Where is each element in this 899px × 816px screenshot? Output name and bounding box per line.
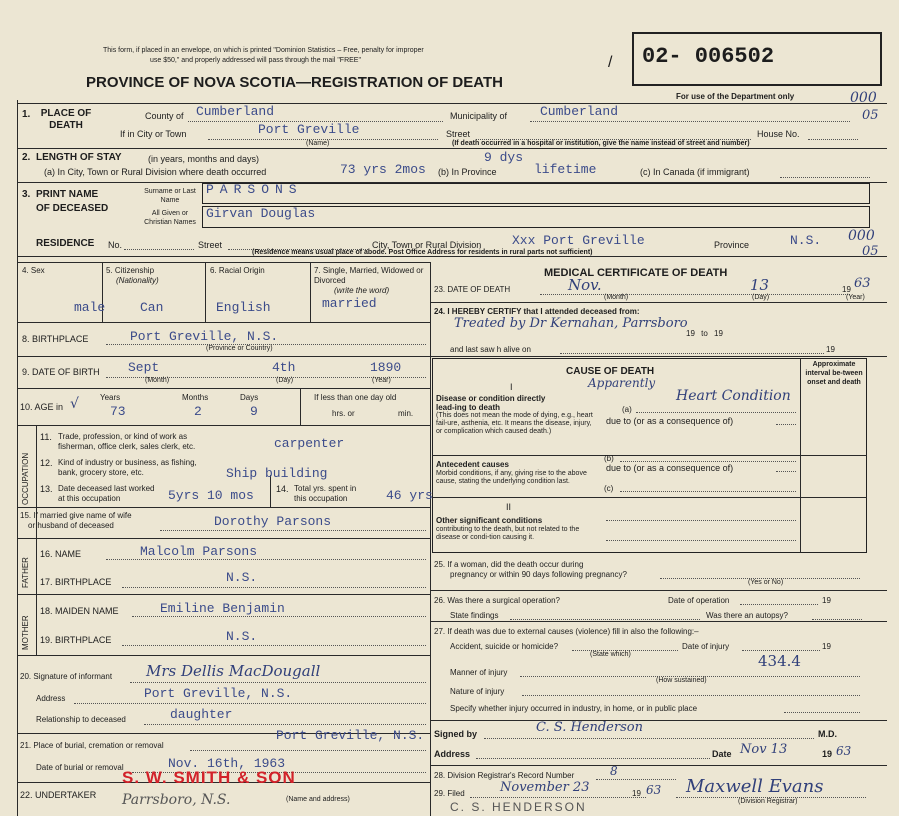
last-saw-label: and last saw h alive on	[450, 345, 531, 354]
birthplace-value: Port Greville, N.S.	[130, 329, 279, 344]
marital-hint: (write the word)	[334, 286, 390, 295]
rule	[17, 356, 430, 357]
cause-a-label: (a)	[622, 405, 632, 414]
residence-city-value: Xxx Port Greville	[512, 233, 645, 248]
doctor-name-stamp: C. S. HENDERSON	[450, 800, 587, 814]
year-hint: (Year)	[372, 377, 391, 384]
min-label: min.	[398, 409, 414, 418]
dept-code: 000	[848, 228, 875, 244]
print-name-label: PRINT NAME	[36, 189, 99, 200]
age-days: 9	[250, 404, 258, 419]
q14-value: 46 yrs	[386, 488, 433, 503]
informant-label: 20. Signature of informant	[20, 672, 113, 681]
mail-notice-2: use $50," and properly addressed will pass through the mail "FREE"	[150, 57, 361, 64]
rule	[430, 621, 887, 622]
place-of-death-label: PLACE OF DEATH	[40, 108, 92, 131]
doctor-signature: C. S. Henderson	[536, 720, 643, 735]
filed-label: 29. Filed	[434, 789, 465, 798]
rule	[17, 256, 887, 257]
mother-birthplace: N.S.	[226, 629, 258, 644]
item-number: 1.	[22, 109, 31, 120]
page-title: PROVINCE OF NOVA SCOTIA—REGISTRATION OF DEATH	[86, 74, 503, 91]
age-years: 73	[110, 404, 126, 419]
q14-label-2: this occupation	[294, 494, 348, 503]
rule	[17, 507, 430, 508]
relationship-label: Relationship to deceased	[36, 715, 126, 724]
length-of-stay-hint: (in years, months and days)	[148, 154, 260, 164]
q13-label: Date deceased last worked	[58, 484, 155, 493]
birthplace-label: 8. BIRTHPLACE	[22, 334, 89, 344]
dob-label: 9. DATE OF BIRTH	[22, 367, 100, 377]
rule	[432, 455, 867, 456]
year-hint: (Year)	[846, 294, 865, 301]
residence-note: (Residence means usual place of abode. Post Office Address for residents in rural parts not sufficient)	[252, 249, 593, 256]
rule	[17, 388, 430, 389]
other-conditions-label: Other significant conditions	[436, 516, 543, 525]
cause-a-prefix: Apparently	[588, 376, 656, 390]
registrar-signature: Maxwell Evans	[686, 776, 824, 797]
stay-a-value: 73 yrs 2mos	[340, 162, 426, 177]
municipality-label: Municipality of	[450, 111, 508, 121]
sex-value: male	[74, 300, 106, 315]
item-number: 12.	[40, 458, 53, 468]
dept-code: 05	[862, 244, 879, 259]
nature-label: Nature of injury	[450, 687, 505, 696]
manner-label: Manner of injury	[450, 668, 508, 677]
operation-date-label: Date of operation	[668, 596, 730, 605]
stay-b-value: lifetime	[534, 162, 597, 177]
q26-label: 26. Was there a surgical operation?	[434, 596, 560, 605]
mother-name-label: 18. MAIDEN NAME	[40, 606, 119, 616]
q25-label: 25. If a woman, did the death occur during	[434, 560, 584, 569]
q25-label-2: pregnancy or within 90 days following pregnancy?	[450, 570, 627, 579]
citizenship-hint: (Nationality)	[116, 276, 159, 285]
column-divider	[430, 262, 431, 816]
rule	[17, 322, 430, 323]
autopsy-label: Was there an autopsy?	[706, 611, 788, 620]
stay-c-label: (c) In Canada (if immigrant)	[640, 167, 750, 177]
death-month: Nov.	[568, 276, 602, 294]
mother-name: Emiline Benjamin	[160, 601, 285, 616]
father-name: Malcolm Parsons	[140, 544, 258, 559]
sign-date-label: Date	[712, 749, 732, 759]
rule	[430, 356, 887, 357]
surname-label: Surname or Last Name	[144, 188, 196, 204]
day-hint: (Day)	[752, 294, 770, 301]
check-mark: √	[70, 396, 79, 412]
racial-origin-label: 6. Racial Origin	[210, 266, 265, 275]
age-months: 2	[194, 404, 202, 419]
residence-no-label: No.	[108, 240, 123, 250]
father-birthplace: N.S.	[226, 570, 258, 585]
attended-range: 19 to 19	[686, 329, 723, 338]
father-birthplace-label: 17. BIRTHPLACE	[40, 577, 112, 587]
days-label: Days	[240, 393, 259, 402]
q12-label-2: bank, grocery store, etc.	[58, 468, 144, 477]
under-day-label: If less than one day old	[314, 393, 397, 402]
signer-address-label: Address	[434, 749, 471, 759]
spouse-label-2: or husband of deceased	[28, 521, 114, 530]
death-year: 63	[854, 276, 871, 291]
year-prefix: 19	[826, 345, 835, 354]
how-sustained-hint: (How sustained)	[656, 677, 707, 684]
dept-code: 000	[850, 90, 877, 106]
residence-province-value: N.S.	[790, 233, 822, 248]
birthplace-hint: (Province or Country)	[206, 345, 273, 352]
left-margin-line	[17, 100, 18, 816]
dept-code: 05	[862, 108, 879, 123]
house-no-label: House No.	[757, 129, 800, 139]
rule	[17, 103, 887, 104]
accident-label: Accident, suicide or homicide?	[450, 642, 559, 651]
month-hint: (Month)	[145, 377, 170, 384]
undertaker-label: 22. UNDERTAKER	[20, 790, 97, 800]
spouse-value: Dorothy Parsons	[214, 514, 332, 529]
year-prefix: 19	[822, 749, 833, 759]
residence-street-label: Street	[198, 240, 223, 250]
sex-label: 4. Sex	[22, 266, 45, 275]
specify-label: Specify whether injury occurred in industry, in home, or in public place	[450, 704, 698, 713]
due-to-label: due to (or as a consequence of)	[606, 463, 734, 473]
cell-divider	[205, 262, 206, 322]
father-side-label: FATHER	[21, 557, 30, 588]
dept-use-label: For use of the Department only	[676, 92, 795, 101]
filed-year: 63	[646, 783, 662, 797]
dob-year: 1890	[370, 360, 402, 375]
stay-a-label: (a) In City, Town or Rural Division where death occurred	[44, 167, 267, 177]
day-hint: (Day)	[276, 377, 294, 384]
antecedent-label: Antecedent causes	[436, 460, 509, 469]
signed-by-label: Signed by	[434, 729, 478, 739]
q11-value: carpenter	[274, 436, 345, 451]
residence-province-label: Province	[714, 240, 750, 250]
item-number: 2.	[22, 152, 31, 163]
state-findings-label: State findings	[450, 611, 499, 620]
q12-value: Ship building	[226, 466, 328, 481]
q11-label-2: fisherman, office clerk, sales clerk, etc.	[58, 442, 196, 451]
item-number: 3.	[22, 189, 31, 200]
registration-number: 02- 006502	[642, 44, 775, 69]
cell-divider	[300, 388, 301, 425]
q13-label-2: at this occupation	[58, 494, 121, 503]
residence-label: RESIDENCE	[36, 238, 95, 249]
sign-date: Nov 13	[740, 742, 788, 757]
dob-day: 4th	[272, 360, 296, 375]
informant-address-label: Address	[36, 694, 66, 703]
length-of-stay-label: LENGTH OF STAY	[36, 152, 122, 163]
rule	[17, 594, 430, 595]
item-number: 13.	[40, 484, 53, 494]
of-deceased-label: OF DECEASED	[36, 203, 109, 214]
municipality-value: Cumberland	[540, 104, 619, 119]
md-label: M.D.	[818, 729, 837, 739]
filed-year-prefix: 19	[632, 789, 641, 798]
cause-a-value: Heart Condition	[676, 388, 791, 404]
item-number: 14.	[276, 484, 289, 494]
marital-label: 7. Single, Married, Widowed or Divorced	[314, 266, 424, 285]
rule	[17, 262, 430, 263]
name-hint: (Name)	[306, 140, 330, 147]
attended-value: Treated by Dr Kernahan, Parrsboro	[454, 316, 688, 331]
part-one-label: I	[510, 382, 513, 392]
stay-days: 9 dys	[484, 150, 524, 165]
medical-certificate-title: MEDICAL CERTIFICATE OF DEATH	[544, 267, 728, 279]
yes-no-hint: (Yes or No)	[748, 579, 784, 586]
spouse-label: 15. If married give name of wife	[20, 511, 132, 520]
rule	[17, 655, 430, 656]
q27-label: 27. If death was due to external causes (violence) fill in also the following:–	[434, 627, 699, 636]
given-names-value: Girvan Douglas	[206, 206, 316, 221]
city-label: If in City or Town	[120, 129, 187, 139]
part-two-label: II	[506, 502, 512, 512]
month-hint: (Month)	[604, 294, 629, 301]
interval-label: Approximate interval be-tween onset and death	[805, 361, 863, 386]
rule	[430, 590, 887, 591]
sign-year: 63	[836, 744, 852, 758]
mother-birthplace-label: 19. BIRTHPLACE	[40, 635, 112, 645]
disease-label: Disease or condition directly lead-ing to death	[436, 394, 546, 412]
burial-label: 21. Place of burial, cremation or removal	[20, 741, 164, 750]
q11-label: Trade, profession, or kind of work as	[58, 432, 188, 441]
date-of-death-label: 23. DATE OF DEATH	[434, 285, 511, 294]
given-names-label: All Given or Christian Names	[144, 210, 196, 226]
rule	[17, 425, 430, 426]
year-prefix: 19	[822, 642, 831, 651]
dob-month: Sept	[128, 360, 160, 375]
hospital-note: (If death occurred in a hospital or institution, give the name instead of street and number)	[452, 140, 750, 147]
mail-notice: This form, if placed in an envelope, on which is printed "Dominion Statistics – Free, penalty for improper	[103, 47, 424, 54]
undertaker-stamp: S. W. SMITH & SON	[122, 768, 296, 787]
side-column-line	[36, 425, 37, 655]
father-name-label: 16. NAME	[40, 549, 82, 559]
certify-label: 24. I HEREBY CERTIFY that I attended deceased from:	[434, 307, 640, 316]
dash-mark: /	[608, 54, 613, 71]
city-value: Port Greville	[258, 122, 360, 137]
rule	[430, 720, 887, 721]
stay-b-label: (b) In Province	[438, 167, 497, 177]
q13-value: 5yrs 10 mos	[168, 488, 254, 503]
informant-address: Port Greville, N.S.	[144, 686, 293, 701]
q12-label: Kind of industry or business, as fishing,	[58, 458, 197, 467]
mother-side-label: MOTHER	[21, 615, 30, 650]
occupation-side-label: OCCUPATION	[21, 452, 30, 505]
filed-date: November 23	[500, 780, 590, 795]
relationship-value: daughter	[170, 707, 233, 722]
rule	[17, 538, 430, 539]
marital-value: married	[322, 296, 377, 311]
death-day: 13	[750, 276, 770, 294]
months-label: Months	[182, 393, 209, 402]
cell-divider	[310, 262, 311, 322]
injury-code: 434.4	[758, 652, 801, 670]
informant-signature: Mrs Dellis MacDougall	[146, 662, 321, 680]
antecedent-hint: Morbid conditions, if any, giving rise to the above cause, stating the underlying condition last.	[436, 470, 587, 485]
county-value: Cumberland	[196, 104, 275, 119]
burial-date: Nov. 16th, 1963	[168, 756, 286, 771]
cause-of-death-title: CAUSE OF DEATH	[566, 366, 655, 377]
street-label: Street	[446, 129, 471, 139]
record-number-label: 28. Division Registrar's Record Number	[434, 771, 575, 780]
citizenship-label: 5. Citizenship	[106, 266, 155, 275]
age-label: 10. AGE in	[20, 402, 64, 412]
residence-city-label: City, Town or Rural Division	[372, 240, 482, 250]
undertaker-town: Parrsboro, N.S.	[122, 792, 231, 808]
surname-value: PARSONS	[206, 182, 303, 197]
hrs-label: hrs. or	[332, 409, 355, 418]
rule	[432, 497, 867, 498]
injury-date-label: Date of injury	[682, 642, 730, 651]
item-number: 11.	[40, 432, 52, 442]
rule	[430, 765, 887, 766]
racial-origin-value: English	[216, 300, 271, 315]
undertaker-hint: (Name and address)	[286, 796, 350, 803]
disease-hint: (This does not mean the mode of dying, e.g., heart fail-ure, asthenia, etc. It means the disease, injury, or complication which caused death.)	[436, 412, 593, 435]
cause-b-label: (b)	[604, 454, 614, 463]
county-label: County of	[145, 111, 184, 121]
rule	[17, 148, 887, 149]
year-prefix: 19	[822, 596, 831, 605]
due-to-label: due to (or as a consequence of)	[606, 416, 734, 426]
record-number: 8	[610, 764, 618, 778]
burial-date-label: Date of burial or removal	[36, 763, 124, 772]
registrar-hint: (Division Registrar)	[738, 798, 798, 805]
cause-c-label: (c)	[604, 484, 614, 493]
state-which-hint: (State which)	[590, 651, 631, 658]
death-year-prefix: 19	[842, 285, 851, 294]
burial-place: Port Greville, N.S.	[276, 728, 425, 743]
rule	[430, 302, 887, 303]
q14-label: Total yrs. spent in	[294, 484, 357, 493]
other-conditions-hint: contributing to the death, but not related to the disease or condi-tion causing it.	[436, 526, 580, 541]
years-label: Years	[100, 393, 121, 402]
citizenship-value: Can	[140, 300, 164, 315]
